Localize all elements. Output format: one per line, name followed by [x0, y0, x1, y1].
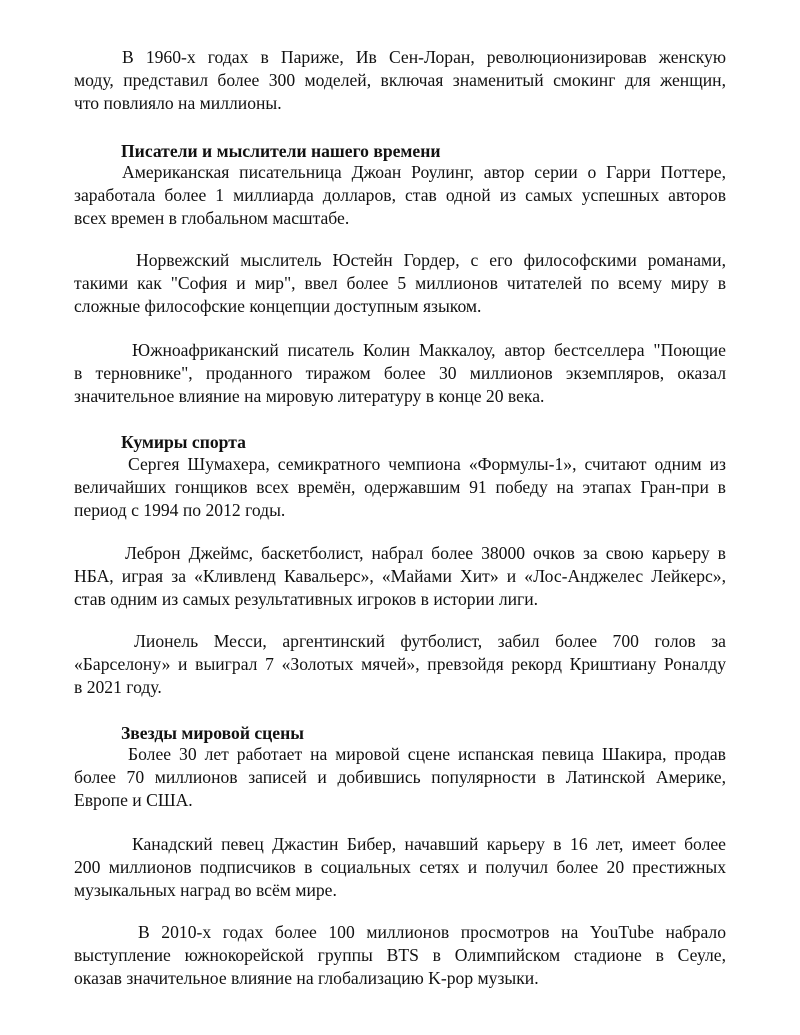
paragraph-messi — [74, 630, 726, 698]
text-line: величайших гонщиков всех времён, одержавшим 91 победу на этапах Гран-при в — [74, 476, 726, 497]
text-line: такими как "София и мир", ввел более 5 миллионов читателей по всему миру в — [74, 272, 726, 293]
text-line: Норвежский мыслитель Юстейн Гордер, с его философскими романами, — [136, 250, 726, 270]
text-line: выступление южнокорейской группы BTS в Олимпийском стадионе в Сеуле, — [74, 944, 726, 965]
text-line: Более 30 лет работает на мировой сцене испанская певица Шакира, продав — [128, 744, 726, 764]
text-line: Канадский певец Джастин Бибер, начавший карьеру в 16 лет, имеет более — [132, 834, 726, 854]
text-line: став одним из самых результативных игроков в истории лиги. — [74, 588, 539, 609]
text-line: «Барселону» и выиграл 7 «Золотых мячей», превзойдя рекорд Криштиану Роналду — [74, 653, 726, 674]
text-line: что повлияло на миллионы. — [74, 92, 282, 113]
text-line: заработала более 1 миллиарда долларов, став одной из самых успешных авторов — [74, 184, 726, 205]
text-line: 200 миллионов подписчиков в социальных сетях и получил более 20 престижных — [74, 856, 726, 877]
text-line: в 2021 году. — [74, 676, 162, 697]
paragraph-bieber — [74, 833, 726, 901]
text-line: Сергея Шумахера, семикратного чемпиона «Формулы-1», считают одним из — [128, 454, 726, 474]
text-line: период с 1994 по 2012 годы. — [74, 499, 286, 520]
paragraph-gaarder — [74, 249, 726, 317]
paragraph-lebron — [74, 542, 726, 610]
paragraph-bts — [74, 921, 726, 989]
text-line: значительное влияние на мировую литературу в конце 20 века. — [74, 385, 545, 406]
text-line: сложные философские концепции доступным языком. — [74, 295, 482, 316]
text-line: моду, представил более 300 моделей, включая знаменитый смокинг для женщин, — [74, 69, 726, 90]
text-line: всех времен в глобальном масштабе. — [74, 207, 350, 228]
text-line: в терновнике", проданного тиражом более 30 миллионов экземпляров, оказал — [74, 362, 726, 383]
text-line: Американская писательница Джоан Роулинг, автор серии о Гарри Поттере, — [122, 162, 726, 182]
paragraph-mccullough — [74, 339, 726, 407]
paragraph-rowling — [74, 161, 726, 229]
text-line: В 1960-х годах в Париже, Ив Сен-Лоран, революционизировав женскую — [122, 47, 726, 67]
paragraph-shakira — [74, 743, 726, 811]
text-line: Южноафриканский писатель Колин Маккалоу, автор бестселлера "Поющие — [132, 340, 726, 360]
text-line: Лионель Месси, аргентинский футболист, забил более 700 голов за — [134, 631, 726, 651]
paragraph-schumacher — [74, 453, 726, 521]
text-line: оказав значительное влияние на глобализацию K-pop музыки. — [74, 967, 539, 988]
text-line: более 70 миллионов записей и добившись популярности в Латинской Америке, — [74, 766, 726, 787]
section-heading-stage: Звезды мировой сцены — [121, 723, 304, 743]
text-line: НБА, играя за «Кливленд Кавальерс», «Майами Хит» и «Лос-Анджелес Лейкерс», — [74, 565, 726, 586]
section-heading-writers: Писатели и мыслители нашего времени — [121, 141, 441, 161]
text-line: Европе и США. — [74, 789, 193, 810]
text-line: В 2010-х годах более 100 миллионов просмотров на YouTube набрало — [138, 922, 726, 942]
section-heading-sport: Кумиры спорта — [121, 432, 246, 452]
paragraph-saint-laurent — [74, 46, 726, 114]
text-line: Леброн Джеймс, баскетболист, набрал более 38000 очков за свою карьеру в — [125, 543, 726, 563]
text-line: музыкальных наград во всём мире. — [74, 879, 337, 900]
